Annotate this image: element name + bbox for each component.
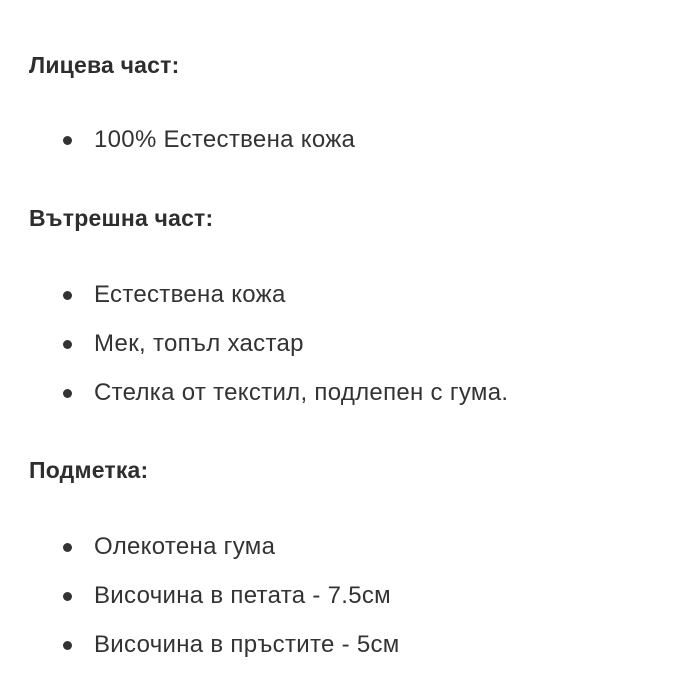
list-item-text: Стелка от текстил, подлепен с гума. (94, 379, 509, 406)
list-item (0, 532, 687, 581)
bullet-icon (63, 641, 72, 650)
list-item-text: 100% Естествена кожа (94, 126, 356, 153)
list-item (0, 280, 687, 329)
bullet-icon (63, 543, 72, 552)
section-heading-sole: Подметка: (29, 457, 149, 483)
bullet-icon (63, 291, 72, 300)
lining-materials-list (0, 280, 687, 427)
sole-materials-list (0, 532, 687, 679)
section-heading-upper: Лицева част: (29, 52, 180, 78)
list-item (0, 329, 687, 378)
list-item (0, 125, 687, 174)
upper-materials-list (0, 125, 687, 174)
bullet-icon (63, 136, 72, 145)
list-item (0, 630, 687, 679)
list-item-text: Олекотена гума (94, 533, 276, 560)
bullet-icon (63, 592, 72, 601)
list-item (0, 378, 687, 427)
list-item-text: Мек, топъл хастар (94, 330, 304, 357)
list-item-text: Височина в петата - 7.5см (94, 582, 391, 609)
list-item (0, 581, 687, 630)
bullet-icon (63, 389, 72, 398)
section-heading-lining: Вътрешна част: (29, 205, 214, 231)
list-item-text: Естествена кожа (94, 281, 286, 308)
bullet-icon (63, 340, 72, 349)
list-item-text: Височина в пръстите - 5см (94, 631, 400, 658)
